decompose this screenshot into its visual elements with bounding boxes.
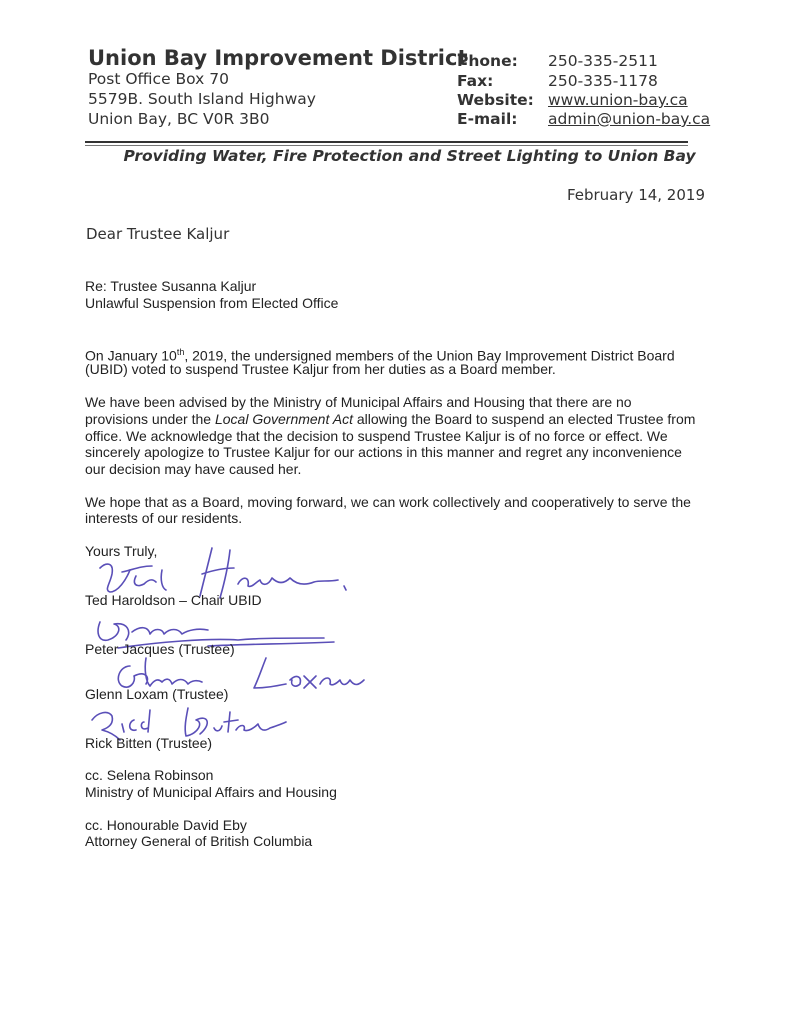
signer-2: Peter Jacques (Trustee)	[85, 641, 235, 657]
p2-part-b: allowing the Board to suspend an elected Trustee from	[352, 411, 696, 427]
salutation: Dear Trustee Kaljur	[86, 225, 230, 243]
re-line-2: Unlawful Suspension from Elected Office	[85, 295, 339, 311]
paragraph-2-line-2	[85, 411, 695, 428]
paragraph-2-line-3: office. We acknowledge that the decision to suspend Trustee Kaljur is of no force or effect. We	[85, 428, 668, 444]
address-line-3: Union Bay, BC V0R 3B0	[88, 110, 270, 128]
website-link[interactable]: www.union-bay.ca	[548, 91, 688, 109]
paragraph-3-line-1: We hope that as a Board, moving forward, we can work collectively and cooperatively to serve the	[85, 494, 691, 510]
email-label: E-mail:	[457, 110, 518, 128]
closing: Yours Truly,	[85, 543, 158, 559]
address-line-1: Post Office Box 70	[88, 70, 229, 88]
paragraph-1-line-2: (UBID) voted to suspend Trustee Kaljur from her duties as a Board member.	[85, 361, 556, 377]
cc-1-title: Ministry of Municipal Affairs and Housing	[85, 784, 337, 800]
signer-1: Ted Haroldson – Chair UBID	[85, 592, 262, 608]
signer-3: Glenn Loxam (Trustee)	[85, 686, 229, 702]
cc-2-title: Attorney General of British Columbia	[85, 833, 313, 849]
fax-label: Fax:	[457, 72, 494, 90]
address-line-2: 5579B. South Island Highway	[88, 90, 316, 108]
phone-label: Phone:	[457, 52, 518, 70]
p1-part-b: , 2019, the undersigned members of the Union Bay Improvement District Board	[184, 347, 675, 364]
cc-1-name: cc. Selena Robinson	[85, 767, 214, 783]
act-name: Local Government Act	[214, 411, 353, 427]
paragraph-2-line-4: sincerely apologize to Trustee Kaljur for our actions in this manner and regret any inconvenience	[85, 444, 682, 460]
fax-value: 250-335-1178	[548, 72, 658, 90]
website-label: Website:	[457, 91, 534, 109]
p1-superscript: th	[176, 347, 185, 357]
p2-part-a: provisions under the	[85, 411, 215, 427]
email-link[interactable]: admin@union-bay.ca	[548, 110, 711, 128]
tagline: Providing Water, Fire Protection and Street Lighting to Union Bay	[123, 147, 696, 165]
re-line-1: Re: Trustee Susanna Kaljur	[85, 278, 257, 294]
letter-date: February 14, 2019	[566, 186, 705, 204]
paragraph-3-line-2: interests of our residents.	[85, 510, 243, 526]
paragraph-2-line-5: our decision may have caused her.	[85, 461, 302, 477]
paragraph-2-line-1: We have been advised by the Ministry of Municipal Affairs and Housing that there are no	[85, 394, 632, 410]
p1-part-a: On January 10	[85, 347, 177, 364]
cc-2-name: cc. Honourable David Eby	[85, 817, 247, 833]
header-rule-thin	[85, 145, 688, 146]
header-rule	[85, 141, 688, 143]
signer-4: Rick Bitten (Trustee)	[85, 735, 213, 751]
organization-name: Union Bay Improvement District	[88, 46, 468, 70]
phone-value: 250-335-2511	[548, 52, 658, 70]
